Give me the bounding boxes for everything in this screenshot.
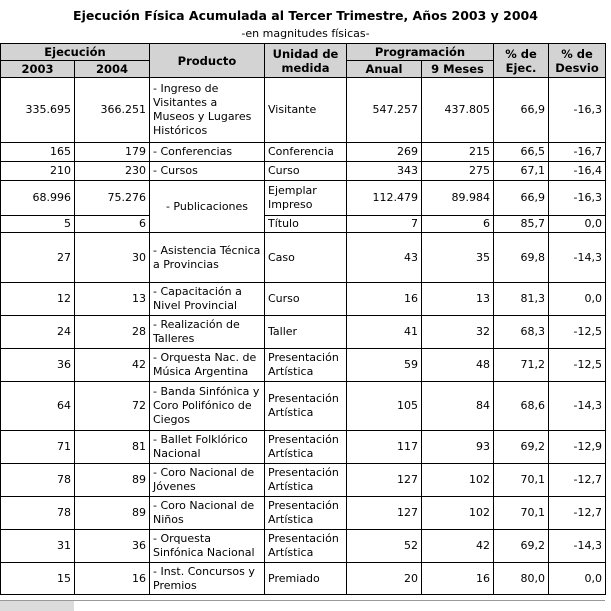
table-row (1, 431, 606, 464)
table-row (1, 78, 606, 143)
header-pct-desvio: % de Desvio (549, 44, 606, 78)
cell-9-meses: 215 (422, 143, 494, 162)
cell-2003: 71 (1, 431, 75, 464)
cell-unidad: Presentación Artística (265, 382, 347, 431)
cell-pct-ejec: 69,2 (494, 431, 549, 464)
cell-2003: 27 (1, 233, 75, 283)
cell-producto: - Coro Nacional de Niños (150, 497, 265, 530)
cell-pct-ejec: 69,2 (494, 530, 549, 563)
header-anual: Anual (347, 61, 422, 78)
corner-shade (0, 601, 74, 611)
table-row (1, 233, 606, 283)
cell-2004: 28 (75, 316, 150, 349)
cell-pct-desvio: -12,9 (549, 431, 606, 464)
cell-2004: 81 (75, 431, 150, 464)
cell-anual: 127 (347, 497, 422, 530)
table-row (1, 349, 606, 382)
cell-pct-ejec: 85,7 (494, 216, 549, 233)
table-row (1, 464, 606, 497)
cell-pct-ejec: 81,3 (494, 283, 549, 316)
table-row (1, 382, 606, 431)
cell-2003: 165 (1, 143, 75, 162)
cell-2003: 15 (1, 563, 75, 595)
cell-producto: - Inst. Concursos y Premios (150, 563, 265, 595)
cell-anual: 117 (347, 431, 422, 464)
table-row (1, 181, 606, 216)
cell-producto: - Banda Sinfónica y Coro Polifónico de Ciegos (150, 382, 265, 431)
cell-2003: 78 (1, 497, 75, 530)
header-unidad: Unidad de medida (265, 44, 347, 78)
cell-9-meses: 16 (422, 563, 494, 595)
cell-9-meses: 102 (422, 464, 494, 497)
cell-9-meses: 32 (422, 316, 494, 349)
cell-pct-desvio: 0,0 (549, 563, 606, 595)
cell-pct-ejec: 70,1 (494, 497, 549, 530)
cell-anual: 16 (347, 283, 422, 316)
cell-2003: 5 (1, 216, 75, 233)
cell-9-meses: 437.805 (422, 78, 494, 143)
cell-unidad: Presentación Artística (265, 497, 347, 530)
cell-2004: 366.251 (75, 78, 150, 143)
cell-producto: - Conferencias (150, 143, 265, 162)
cell-2004: 89 (75, 464, 150, 497)
cell-9-meses: 275 (422, 162, 494, 181)
cell-pct-ejec: 68,3 (494, 316, 549, 349)
cell-pct-desvio: 0,0 (549, 283, 606, 316)
cell-pct-desvio: -12,5 (549, 316, 606, 349)
cell-pct-desvio: -14,3 (549, 382, 606, 431)
cell-producto: - Ingreso de Visitantes a Museos y Lugares Históricos (150, 78, 265, 143)
cell-anual: 7 (347, 216, 422, 233)
cell-2003: 335.695 (1, 78, 75, 143)
cell-pct-ejec: 66,9 (494, 181, 549, 216)
cell-pct-desvio: -12,7 (549, 464, 606, 497)
cell-anual: 43 (347, 233, 422, 283)
cell-2003: 210 (1, 162, 75, 181)
cell-2003: 31 (1, 530, 75, 563)
cell-pct-ejec: 71,2 (494, 349, 549, 382)
cell-anual: 269 (347, 143, 422, 162)
cell-pct-desvio: -12,5 (549, 349, 606, 382)
cell-producto: - Ballet Folklórico Nacional (150, 431, 265, 464)
cell-2004: 72 (75, 382, 150, 431)
cell-unidad: Presentación Artística (265, 464, 347, 497)
cell-producto: - Cursos (150, 162, 265, 181)
cell-2004: 36 (75, 530, 150, 563)
cell-pct-ejec: 80,0 (494, 563, 549, 595)
cell-9-meses: 6 (422, 216, 494, 233)
cell-2003: 68.996 (1, 181, 75, 216)
cell-9-meses: 89.984 (422, 181, 494, 216)
cell-9-meses: 42 (422, 530, 494, 563)
cell-2003: 64 (1, 382, 75, 431)
header-2003: 2003 (1, 61, 75, 78)
cell-2004: 13 (75, 283, 150, 316)
cell-unidad: Visitante (265, 78, 347, 143)
cell-unidad: Ejemplar Impreso (265, 181, 347, 216)
cell-producto: - Orquesta Sinfónica Nacional (150, 530, 265, 563)
cell-unidad: Taller (265, 316, 347, 349)
cell-anual: 52 (347, 530, 422, 563)
cell-unidad: Presentación Artística (265, 530, 347, 563)
cell-unidad: Caso (265, 233, 347, 283)
cell-2003: 12 (1, 283, 75, 316)
cell-2003: 78 (1, 464, 75, 497)
header-producto: Producto (150, 44, 265, 78)
cell-anual: 59 (347, 349, 422, 382)
cell-2004: 6 (75, 216, 150, 233)
cell-anual: 343 (347, 162, 422, 181)
cell-pct-desvio: -12,7 (549, 497, 606, 530)
cell-2004: 179 (75, 143, 150, 162)
cell-producto: - Orquesta Nac. de Música Argentina (150, 349, 265, 382)
cell-9-meses: 13 (422, 283, 494, 316)
cell-2004: 75.276 (75, 181, 150, 216)
cell-anual: 41 (347, 316, 422, 349)
table-row (1, 283, 606, 316)
header-9-meses: 9 Meses (422, 61, 494, 78)
cell-pct-desvio: -16,7 (549, 143, 606, 162)
cell-pct-desvio: -14,3 (549, 233, 606, 283)
header-2004: 2004 (75, 61, 150, 78)
cell-pct-ejec: 66,5 (494, 143, 549, 162)
cell-9-meses: 48 (422, 349, 494, 382)
cell-unidad: Premiado (265, 563, 347, 595)
cell-anual: 547.257 (347, 78, 422, 143)
cell-pct-desvio: -16,3 (549, 78, 606, 143)
cell-2004: 89 (75, 497, 150, 530)
table-row (1, 563, 606, 595)
cell-unidad: Curso (265, 162, 347, 181)
header-ejecucion: Ejecución (1, 44, 150, 61)
cell-anual: 127 (347, 464, 422, 497)
cell-pct-ejec: 66,9 (494, 78, 549, 143)
cell-producto: - Publicaciones (150, 181, 265, 233)
data-table (0, 43, 606, 595)
cell-anual: 105 (347, 382, 422, 431)
cell-producto: - Asistencia Técnica a Provincias (150, 233, 265, 283)
cell-unidad: Presentación Artística (265, 431, 347, 464)
cell-unidad: Presentación Artística (265, 349, 347, 382)
cell-9-meses: 102 (422, 497, 494, 530)
header-programacion: Programación (347, 44, 494, 61)
cell-pct-desvio: -16,4 (549, 162, 606, 181)
cell-producto: - Coro Nacional de Jóvenes (150, 464, 265, 497)
cell-2003: 24 (1, 316, 75, 349)
cell-2003: 36 (1, 349, 75, 382)
table-row (1, 216, 606, 233)
cell-unidad: Conferencia (265, 143, 347, 162)
cell-anual: 112.479 (347, 181, 422, 216)
cell-pct-desvio: 0,0 (549, 216, 606, 233)
table-row (1, 316, 606, 349)
table-row (1, 530, 606, 563)
table-row (1, 162, 606, 181)
cell-anual: 20 (347, 563, 422, 595)
table-row (1, 143, 606, 162)
cell-2004: 16 (75, 563, 150, 595)
cell-2004: 42 (75, 349, 150, 382)
cell-producto: - Realización de Talleres (150, 316, 265, 349)
cell-2004: 230 (75, 162, 150, 181)
cell-pct-ejec: 69,8 (494, 233, 549, 283)
cell-unidad: Título (265, 216, 347, 233)
cell-pct-ejec: 70,1 (494, 464, 549, 497)
page-subtitle: -en magnitudes físicas- (241, 27, 370, 40)
cell-pct-ejec: 68,6 (494, 382, 549, 431)
header-pct-ejec: % de Ejec. (494, 44, 549, 78)
cell-pct-desvio: -16,3 (549, 181, 606, 216)
cell-producto: - Capacitación a Nivel Provincial (150, 283, 265, 316)
cell-unidad: Curso (265, 283, 347, 316)
page-title: Ejecución Física Acumulada al Tercer Trimestre, Años 2003 y 2004 (73, 8, 538, 23)
cell-9-meses: 84 (422, 382, 494, 431)
cell-pct-ejec: 67,1 (494, 162, 549, 181)
bottom-divider (0, 600, 605, 601)
cell-9-meses: 93 (422, 431, 494, 464)
cell-9-meses: 35 (422, 233, 494, 283)
cell-2004: 30 (75, 233, 150, 283)
table-row (1, 497, 606, 530)
cell-pct-desvio: -14,3 (549, 530, 606, 563)
